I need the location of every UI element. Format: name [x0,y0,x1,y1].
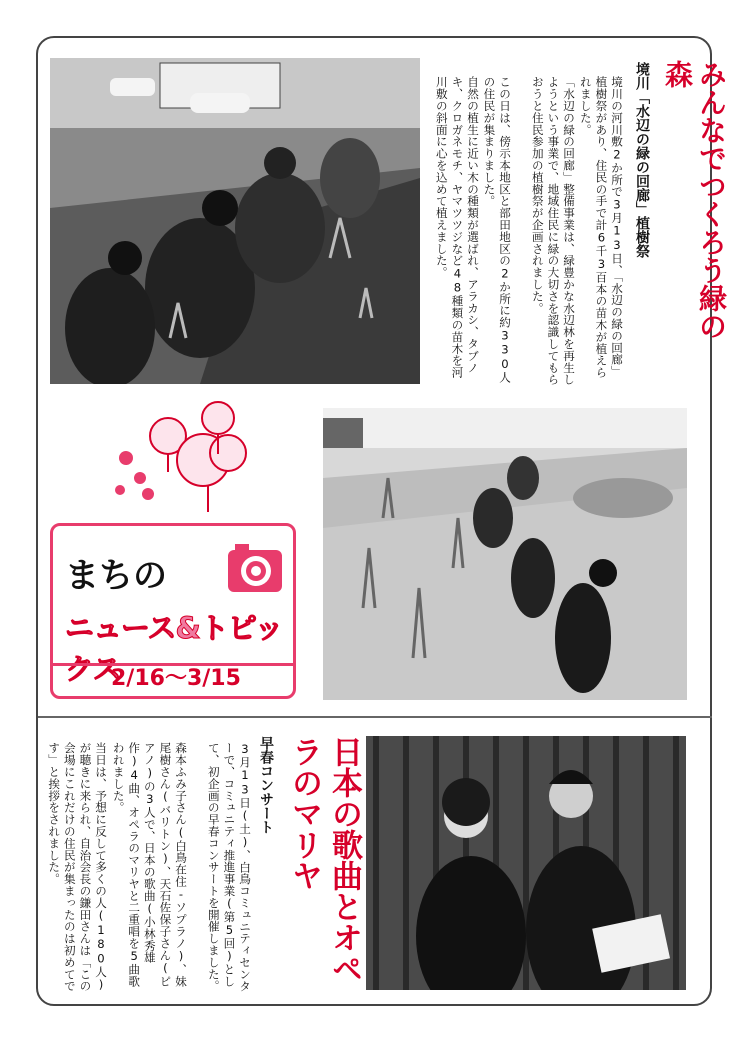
article1-headline: みんなでつくろう緑の森 [661,60,728,340]
article1-subhead: 境川「水辺の緑の回廊」植樹祭 [634,62,650,258]
photo-tree-planting [50,58,420,384]
article1-paragraph: この日は、傍示本地区と部田地区の2か所に約330人の住民が集まりました。 [482,76,512,384]
photo-children-planting [323,408,687,700]
camera-icon [225,538,285,598]
article2-headline: 日本の歌曲とオペラのマリヤ [286,736,362,984]
article1-paragraph: 自然の植生に近い木の種類が選ばれ、アラカシ、タブノキ、クロガネモチ、ヤマツツジなど48種類の苗木を河川敷の斜面に心を込めて植えました。 [434,76,480,379]
news-topics-badge [50,523,296,699]
article2-paragraph: 3月13日(土)、白鳥コミュニティセンターで、コミュニティ推進事業(第5回)として、初企画の早春コンサートを開催しました。 [206,742,252,992]
badge-title-line2: ニュース&トピックス [65,611,283,686]
article2-subhead: 早春コンサート [258,736,274,834]
article1-body [434,76,624,386]
badge-date: 2/16〜3/15 [111,666,241,691]
article2-paragraph: 当日は、予想に反して多くの人(180人)が聴きに来られ、自治会長の鎌田さんは「この会場にこれだけの住民が集まったのは初めてです」と挨拶をされました。 [47,742,108,992]
article1-paragraph: 境川の河川敷2か所で3月13日、「水辺の緑の回廊」植樹祭があり、住民の手で計6千3百本の苗木が植えられました。 [578,76,624,379]
section-divider [38,716,712,718]
article1-paragraph: 「水辺の緑の回廊」整備事業は、緑豊かな水辺林を再生しようという事業で、地域住民に緑の大切さを認識してもらおうと住民参加の植樹祭が企画されました。 [530,76,576,386]
badge-title-line1: まちの [65,556,167,596]
photo-concert [366,736,686,990]
article2-body [46,742,252,992]
cherry-tree-illustration [108,398,258,516]
article2-paragraph: 森本ふみ子さん(白鳥在住-ソプラノ)、妹尾樹さん(バリトン)、天石佐保子さん(ピアノ)の3人で、日本の歌曲(小林秀雄作)4曲、オペラのマリヤと二重唱を5曲歌われました。 [111,742,188,988]
